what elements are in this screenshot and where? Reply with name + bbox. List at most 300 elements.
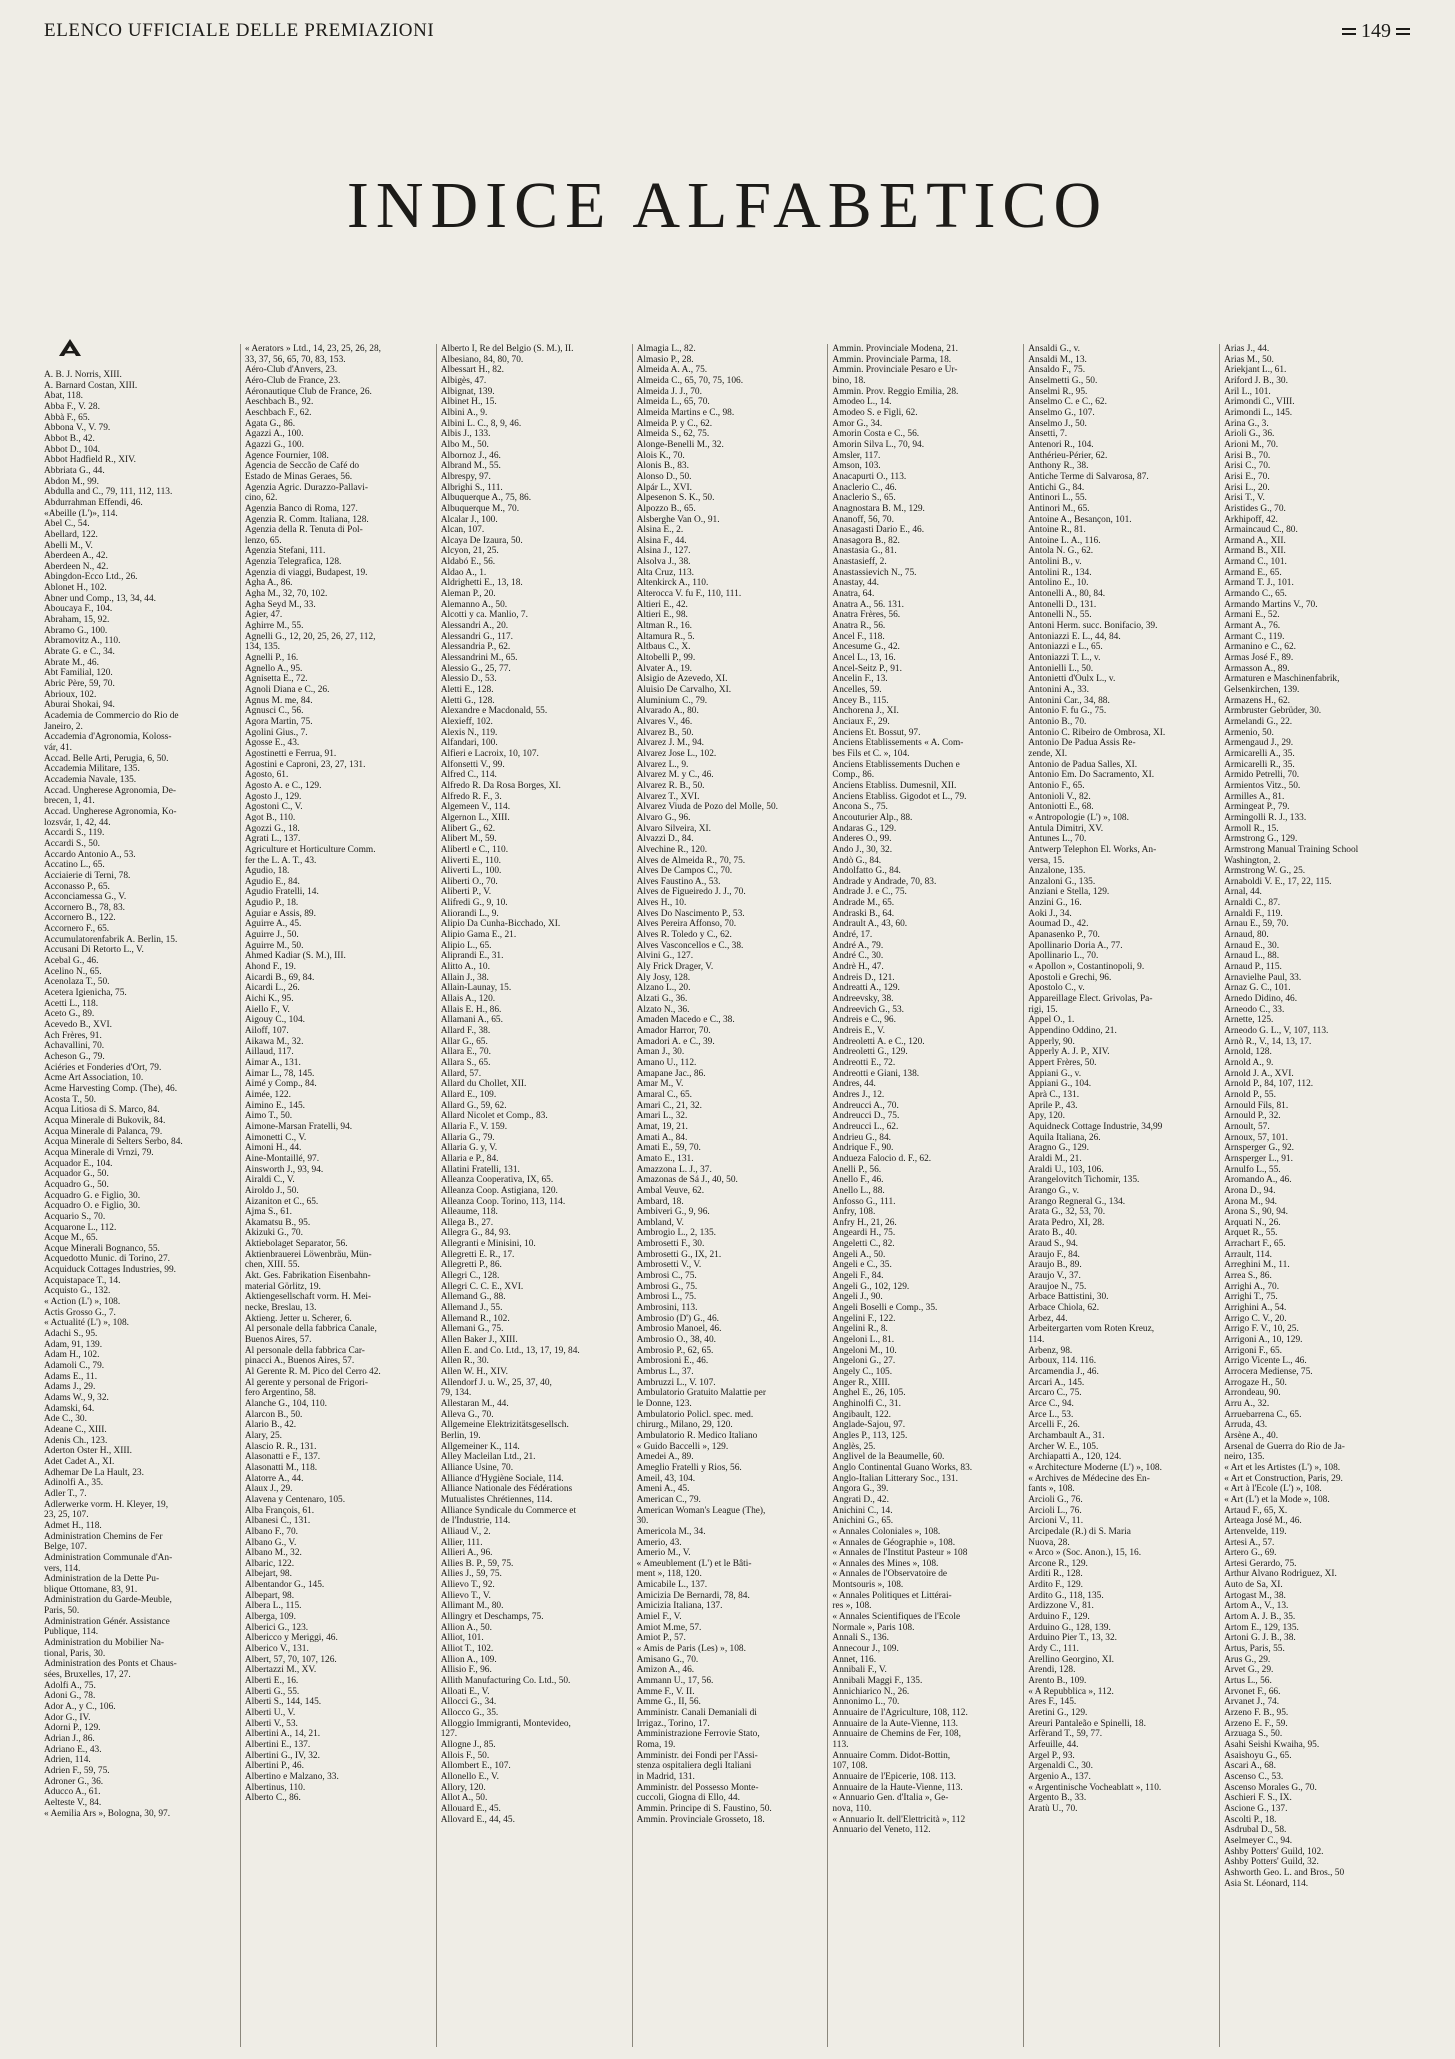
index-entry: Argel P., 93. [1028, 1750, 1075, 1761]
index-entry: Abrioux, 102. [44, 689, 97, 700]
index-entry: Achavallini, 70. [44, 1041, 105, 1052]
index-entry: Alessio G., 25, 77. [440, 663, 511, 674]
index-entry: Arbenz, 98. [1028, 1345, 1073, 1356]
index-entry: Agudio P., 18. [244, 898, 299, 909]
index-entry: Alibert G., 62. [440, 823, 496, 834]
index-entry: Aimo T., 50. [244, 1111, 293, 1122]
index-entry: Arrogaze H., 50. [1224, 1377, 1287, 1388]
index-entry: Anciens Et. Bossut, 97. [832, 727, 921, 738]
index-entry: Akizuki G., 70. [244, 1228, 303, 1239]
index-entry: Aichi K., 95. [244, 994, 294, 1005]
index-entry: Ammin. Provinciale Modena, 21. [832, 344, 958, 354]
index-entry: « Annales des Mines », 108. [832, 1558, 939, 1569]
index-entry: Acquarone L., 112. [44, 1222, 117, 1233]
index-entry: Administration Communale d'An- [44, 1552, 173, 1563]
index-entry: Antonini A., 33. [1028, 685, 1089, 695]
index-entry: Ansaldo F., 75. [1028, 365, 1086, 376]
index-entry: Arcipedale (R.) di S. Maria [1028, 1526, 1131, 1537]
index-entry: Angeli e C., 35. [832, 1260, 892, 1271]
index-entry: Acevedo B., XVI. [44, 1020, 112, 1031]
index-entry: sées, Bruxelles, 17, 27. [44, 1670, 131, 1681]
index-entry: Annuaire de l'Epicerie, 108. 113. [832, 1771, 956, 1782]
index-entry: Armani E., 52. [1224, 610, 1280, 621]
index-column [240, 344, 436, 2047]
index-entry: Alsina J., 127. [636, 546, 691, 557]
index-entry: Accardo Antonio A., 53. [44, 849, 136, 860]
index-entry: Allais E. H., 86. [440, 1004, 502, 1015]
index-entry: Ameni A., 45. [636, 1484, 690, 1495]
index-entry: Abbot Hadfield R., XIV. [44, 455, 137, 466]
index-entry: Altieri E., 98. [636, 610, 688, 621]
index-entry: Ambulatorio Gratuito Malattie per [636, 1388, 766, 1399]
index-entry: Ach Frères, 91. [44, 1030, 102, 1041]
index-entry: Angeli A., 50. [832, 1249, 886, 1260]
index-entry: Aschieri F. S., IX. [1224, 1793, 1292, 1804]
index-entry: Amiot P., 57. [636, 1633, 686, 1644]
index-entry: Arrighini A., 54. [1224, 1303, 1287, 1314]
index-entry: blique Ottomane, 83, 91. [44, 1584, 138, 1595]
index-entry: Agosto A. e C., 129. [244, 780, 322, 791]
index-entry: Acquario S., 70. [44, 1211, 106, 1222]
index-entry: Alliance Usine, 70. [440, 1462, 514, 1473]
index-entry: 127. [440, 1729, 458, 1740]
index-entry: Adoni G., 78. [44, 1691, 96, 1702]
index-entry: Albano G., V. [244, 1537, 297, 1548]
index-entry: Acqua Minerale di Selters Serbo, 84. [44, 1137, 183, 1148]
index-entry: Alavena y Centenaro, 105. [244, 1494, 346, 1505]
index-entry: Acque M., 65. [44, 1233, 98, 1244]
index-entry: Alvazzi D., 84. [636, 834, 694, 845]
index-entry: « Art et Construction, Paris, 29. [1224, 1473, 1343, 1484]
index-entry: Ancouturier Alp., 88. [832, 812, 913, 823]
index-entry: « Aerators » Ltd., 14, 23, 25, 26, 28, [244, 344, 382, 354]
index-entry: Altbaus C., X. [636, 642, 691, 653]
index-entry: Amme F., V. II. [636, 1686, 695, 1697]
index-entry: Apanasenko P., 70. [1028, 930, 1100, 941]
index-entry: Alcyon, 21, 25. [440, 546, 499, 557]
index-entry: Abramo G., 100. [44, 625, 108, 636]
index-entry: Annuario del Veneto, 112. [832, 1825, 931, 1836]
index-entry: Arcaro C., 75. [1028, 1388, 1082, 1399]
index-entry: Arioli G., 36. [1224, 429, 1275, 440]
index-entry: Allard Nicolet et Comp., 83. [440, 1111, 548, 1122]
index-entry: Allory, 120. [440, 1782, 486, 1793]
index-entry: Albanesi C., 131. [244, 1516, 311, 1527]
index-entry: Angeli G., 102, 129. [832, 1281, 910, 1292]
index-entry: Asaishoyu G., 65. [1224, 1750, 1292, 1761]
index-entry: Aleman P., 20. [440, 589, 496, 600]
index-entry: Abba F., V. 28. [44, 401, 100, 412]
index-entry: Arisi C., 70. [1224, 461, 1271, 472]
index-entry: Armando Martins V., 70. [1224, 599, 1318, 610]
index-entry: Allaria F., V. 159. [440, 1121, 508, 1132]
index-entry: Arnette, 125. [1224, 1015, 1274, 1026]
index-entry: Anfry H., 21, 26. [832, 1217, 897, 1228]
index-entry: Andò G., 84. [832, 855, 882, 866]
index-entry: Alberto C., 86. [244, 1793, 301, 1804]
index-entry: « Art (L') et la Mode », 108. [1224, 1494, 1330, 1505]
index-entry: Agenzia Stefani, 111. [244, 546, 326, 557]
index-entry: Alberici G., 123. [244, 1622, 309, 1633]
index-entry: Antonio Em. Do Sacramento, XI. [1028, 770, 1155, 781]
index-entry: Berlin, 19. [440, 1430, 481, 1441]
index-entry: Anichini C., 14. [832, 1505, 893, 1516]
index-entry: Andueza Falocio d. F., 62. [832, 1153, 932, 1164]
index-entry: Armoll R., 15. [1224, 823, 1279, 834]
index-entry: Agosse E., 43. [244, 738, 300, 749]
index-entry: Arona D., 94. [1224, 1185, 1276, 1196]
index-entry: Irrigaz., Torino, 17. [636, 1718, 710, 1729]
index-entry: Argenaldi C., 30. [1028, 1761, 1093, 1772]
index-entry: Ancelin F., 13. [832, 674, 888, 685]
index-entry: Abingdon-Ecco Ltd., 26. [44, 572, 138, 583]
index-entry: Arthur Alvano Rodriguez, XI. [1224, 1569, 1337, 1580]
index-column [1023, 344, 1219, 2047]
index-entry: Armanino e C., 62. [1224, 642, 1297, 653]
index-entry: Montsouris », 108. [832, 1580, 904, 1591]
index-entry: Armand B., XII. [1224, 546, 1286, 557]
index-entry: Annet, 116. [832, 1654, 877, 1665]
index-entry: Mutualistes Chrétiennes, 114. [440, 1494, 553, 1505]
index-entry: Asia St. Léonard, 114. [1224, 1878, 1309, 1889]
index-entry: Allen Baker J., XIII. [440, 1335, 518, 1346]
index-entry: Arona M., 94. [1224, 1196, 1277, 1207]
index-entry: Acheson G., 79. [44, 1052, 105, 1062]
index-entry: Accademia Militare, 135. [44, 764, 140, 775]
index-column [44, 344, 240, 2047]
index-entry: Publique, 114. [44, 1627, 99, 1638]
index-entry: Albo M., 50. [440, 439, 489, 450]
index-entry: Alberti V., 53. [244, 1718, 298, 1729]
index-entry: Abner und Comp., 13, 34, 44. [44, 593, 156, 604]
index-entry: Alberga, 109. [244, 1612, 296, 1623]
index-entry: Al Gerente R. M. Pico del Cerro 42. [244, 1367, 381, 1377]
index-entry: Arkhipoff, 42. [1224, 514, 1278, 525]
index-entry: Acquedotto Munic. di Torino, 27. [44, 1254, 170, 1265]
index-entry: Angeardi H., 75. [832, 1228, 896, 1239]
index-entry: Aburai Shokai, 94. [44, 700, 115, 711]
index-entry: Aimée, 122. [244, 1089, 291, 1100]
index-entry: « Ameublement (L') et le Bâti- [636, 1558, 752, 1569]
index-entry: Aldao A., 1. [440, 567, 487, 578]
index-entry: Acquador G., 50. [44, 1169, 109, 1180]
index-entry: Adamski, 64. [44, 1403, 95, 1414]
index-entry: Arango Regneral G., 134. [1028, 1196, 1126, 1207]
index-entry: Aquidneck Cottage Industrie, 34,99 [1028, 1121, 1163, 1132]
index-entry: Arellino Georgino, XI. [1028, 1654, 1115, 1665]
index-entry: Acelino N., 65. [44, 966, 102, 977]
index-entry: Andreotti e Giani, 138. [832, 1068, 920, 1079]
index-entry: Adenis Ch., 123. [44, 1435, 108, 1446]
index-entry: Aktiengesellschaft vorm. H. Mei- [244, 1292, 372, 1303]
index-entry: Ardito G., 118, 135. [1028, 1590, 1104, 1601]
index-entry: Annibali Maggi F., 135. [832, 1676, 923, 1687]
index-entry: Adler T., 7. [44, 1488, 87, 1499]
index-entry: Andreis e C., 96. [832, 1015, 896, 1026]
index-entry: Angles P., 113, 125. [832, 1430, 908, 1441]
index-entry: Agosto J., 129. [244, 791, 302, 802]
index-entry: Anatra Frères, 56. [832, 610, 901, 621]
index-entry: Agora Martin, 75. [244, 716, 313, 727]
index-entry: Accardi S., 50. [44, 838, 100, 849]
index-entry: Arimondi C., VIII. [1224, 397, 1295, 408]
index-entry: Arnaud L., 88. [1224, 951, 1280, 962]
index-entry: Arreghini M., 11. [1224, 1260, 1290, 1271]
index-entry: Agudio E., 84. [244, 876, 300, 887]
index-entry: Alanche G., 104, 110. [244, 1398, 328, 1409]
index-entry: Allith Manufacturing Co. Ltd., 50. [440, 1676, 571, 1687]
index-entry: lozsvár, 1, 42, 44. [44, 817, 111, 828]
index-entry: chirurg., Milano, 29, 120. [636, 1420, 733, 1431]
index-entry: Altamura R., 5. [636, 631, 695, 642]
index-entry: Albini L. C., 8, 9, 46. [440, 418, 522, 429]
index-entry: Aimar L., 78, 145. [244, 1068, 315, 1079]
index-entry: Antolini R., 134. [1028, 567, 1092, 578]
index-entry: Arnold P., 55. [1224, 1089, 1276, 1100]
index-entry: Agostini e Caproni, 23, 27, 131. [244, 759, 366, 770]
index-entry: Alibertl e C., 110. [440, 844, 509, 855]
index-entry: Allega B., 27. [440, 1217, 494, 1228]
index-entry: Allestaran M., 44. [440, 1398, 509, 1409]
index-entry: Agozzi G., 18. [244, 823, 300, 834]
index-entry: Acosta T., 50. [44, 1094, 96, 1105]
index-entry: Aducco A., 61. [44, 1787, 101, 1798]
index-entry: Allombert E., 107. [440, 1761, 511, 1772]
index-entry: Armazens H., 62. [1224, 695, 1291, 706]
index-entry: Acebal G., 46. [44, 956, 99, 967]
index-entry: Allen R., 30. [440, 1356, 489, 1367]
index-entry: « Aemilia Ars », Bologna, 30, 97. [44, 1808, 171, 1819]
index-entry: Arisi T., V. [1224, 493, 1265, 504]
index-entry: Aboucaya F., 104. [44, 604, 113, 615]
index-entry: Abdon M., 99. [44, 476, 99, 487]
index-entry: Angelini F., 122. [832, 1313, 896, 1324]
index-entry: Arnold, 128. [1224, 1047, 1272, 1058]
index-entry: Armilles A., 81. [1224, 791, 1285, 802]
index-entry: Alatorre A., 44. [244, 1473, 304, 1484]
index-entry: Alvarez Jose L., 102. [636, 748, 717, 759]
index-entry: Alberico V., 131. [244, 1644, 309, 1655]
index-entry: Artenvelde, 119. [1224, 1526, 1287, 1537]
index-entry: Andres J., 12. [832, 1089, 885, 1100]
index-entry: Annuaire de Chemins de Fer, 108, [832, 1729, 961, 1740]
index-entry: Agha Seyd M., 33. [244, 599, 316, 610]
index-entry: Anghinolfi C., 31. [832, 1398, 901, 1409]
index-entry: Abbot D., 104. [44, 444, 100, 455]
index-entry: Academia de Commercio do Rio de [44, 711, 179, 721]
index-entry: Andreoletti A. e C., 120. [832, 1036, 925, 1047]
index-entry: Ambrosio O., 38, 40. [636, 1335, 716, 1346]
index-entry: Ares F., 145. [1028, 1697, 1077, 1708]
index-entry: Argenio A., 137. [1028, 1771, 1091, 1782]
index-entry: Allard F., 38. [440, 1026, 491, 1036]
index-entry: Albaric, 122. [244, 1558, 295, 1569]
index-entry: Alpár L., XVI. [636, 482, 693, 493]
index-entry: « Art à l'Ecole (L') », 108. [1224, 1484, 1322, 1495]
index-entry: Andrade M., 65. [832, 898, 895, 909]
index-entry: Arnaldi C., 87. [1224, 898, 1281, 909]
index-entry: Agnisetta E., 72. [244, 674, 308, 685]
index-entry: Ariekjant L., 61. [1224, 365, 1287, 376]
index-entry: Anello F., 46. [832, 1175, 884, 1186]
index-entry: cuccoli, Giogna di Ello, 44. [636, 1793, 740, 1804]
index-entry: stenza ospitaliera degli Italiani [636, 1761, 752, 1772]
index-entry: Arru A., 32. [1224, 1398, 1270, 1409]
index-entry: Alessandria P., 62. [440, 642, 511, 653]
index-entry: Armientos Vitz., 50. [1224, 780, 1301, 791]
index-entry: Alliance Syndicale du Commerce et [440, 1505, 577, 1516]
index-entry: Aéro-Club de France, 23. [244, 375, 341, 386]
index-entry: « Architecture Moderne (L') », 108. [1028, 1462, 1162, 1473]
index-entry: Alsberghe Van O., 91. [636, 514, 720, 525]
index-entry: Alaux J., 29. [244, 1484, 293, 1495]
index-entry: Amaral C., 65. [636, 1089, 693, 1100]
index-entry: Andolfatto G., 84. [832, 866, 901, 877]
index-entry: Anatra A., 56. 131. [832, 599, 905, 610]
index-entry: Amor G., 34. [832, 418, 883, 429]
index-entry: Alessio D., 53. [440, 674, 497, 685]
index-entry: Accornero B., 122. [44, 913, 116, 924]
index-entry: le Donne, 123. [636, 1398, 692, 1409]
index-entry: Armaincaud C., 80. [1224, 525, 1298, 536]
index-entry: Adrien F., 59, 75. [44, 1765, 110, 1776]
index-entry: Alvarez M. y C., 46. [636, 770, 714, 781]
index-entry: Ascenso Morales G., 70. [1224, 1782, 1317, 1793]
index-entry: Allegretti E. R., 17. [440, 1249, 515, 1260]
index-entry: Alario B., 42. [244, 1420, 297, 1431]
index-entry: Almeida C., 65, 70, 75, 106. [636, 375, 744, 386]
index-entry: Albertazzi M., XV. [244, 1665, 317, 1676]
index-entry: Amazzona L. J., 37. [636, 1164, 712, 1175]
index-entry: Abric Père, 59, 70. [44, 679, 115, 690]
index-entry: Arrigo F. V., 10, 25. [1224, 1324, 1299, 1335]
index-entry: Acme Harvesting Comp. (The), 46. [44, 1083, 178, 1094]
index-entry: Antolino E., 10. [1028, 578, 1089, 589]
index-entry: « Argentinische Vocheablatt », 110. [1028, 1782, 1162, 1793]
index-entry: Alvares V., 46. [636, 716, 693, 727]
index-entry: Albert, 57, 70, 107, 126. [244, 1654, 337, 1665]
index-entry: Allara S., 65. [440, 1057, 491, 1068]
index-entry: Arfeuille, 44. [1028, 1739, 1079, 1750]
index-entry: Aimone-Marsan Fratelli, 94. [244, 1121, 353, 1132]
index-entry: Antwerp Telephon El. Works, An- [1028, 844, 1157, 855]
index-entry: Ambrosioni E., 46. [636, 1356, 709, 1367]
index-entry: Roma, 19. [636, 1739, 676, 1750]
index-entry: Alvarez R. B., 50. [636, 780, 705, 791]
index-entry: Acetera Igienicha, 75. [44, 988, 127, 999]
index-entry: Allard E., 109. [440, 1089, 497, 1100]
index-entry: Armand T. J., 101. [1224, 578, 1294, 589]
index-entry: Alsina F., 44. [636, 535, 687, 546]
index-entry: Arbeitergarten vom Roten Kreuz, [1028, 1324, 1155, 1335]
index-entry: Administration Génér. Assistance [44, 1616, 170, 1627]
index-entry: Ascenso C., 53. [1224, 1771, 1284, 1782]
index-entry: « Annales Scientifiques de l'Ecole [832, 1612, 961, 1623]
index-entry: Artus, Paris, 55. [1224, 1644, 1285, 1655]
index-entry: Ambrosetti V., V. [636, 1260, 702, 1271]
index-entry: Arrault, 114. [1224, 1249, 1272, 1260]
index-entry: Appiani G., v. [1028, 1068, 1082, 1079]
index-entry: André, 17. [832, 930, 873, 941]
index-entry: Arnaud P., 115. [1224, 962, 1282, 973]
index-entry: Anciaux F., 29. [832, 716, 890, 727]
index-entry: Agence Fournier, 108. [244, 450, 329, 461]
index-entry: Allgemeiner K., 114. [440, 1441, 520, 1452]
index-entry: Antinori M., 65. [1028, 503, 1090, 514]
index-entry: Allegri C., 128. [440, 1271, 500, 1282]
index-entry: Agudio, 18. [244, 866, 290, 877]
index-entry: Albuquerque M., 70. [440, 503, 520, 514]
index-entry: pinacci A., Buenos Aires, 57. [244, 1356, 355, 1367]
index-entry: Alpozzo B., 65. [636, 503, 696, 514]
index-entry: Arbez, 44. [1028, 1313, 1068, 1324]
index-entry: Administration Chemins de Fer [44, 1531, 163, 1542]
index-entry: Alves Vasconcellos e C., 38. [636, 940, 744, 951]
index-entry: Allard G., 59, 62. [440, 1100, 507, 1111]
index-entry: Abbona V., V. 79. [44, 423, 111, 434]
index-entry: Ancel F., 118. [832, 631, 885, 642]
index-entry: « Annales Coloniales », 108. [832, 1526, 941, 1537]
index-entry: Aman J., 30. [636, 1047, 685, 1058]
index-entry: Arce L., 53. [1028, 1409, 1074, 1420]
index-entry: Andreucci A., 70. [832, 1100, 899, 1111]
index-entry: « Actualité (L') », 108. [44, 1318, 130, 1329]
index-entry: Anfry, 108. [832, 1207, 876, 1218]
index-entry: Agenzia Telegrafica, 128. [244, 557, 342, 568]
index-entry: Paris, 50. [44, 1606, 80, 1617]
index-entry: Amat, 19, 21. [636, 1121, 688, 1132]
index-entry: Ambrosio Manoel, 46. [636, 1324, 722, 1335]
index-entry: Antonioli V., 82. [1028, 791, 1091, 802]
index-entry: Allard, 57. [440, 1068, 482, 1079]
index-entry: Aristides G., 70. [1224, 503, 1286, 514]
index-entry: Ajma S., 61. [244, 1207, 292, 1218]
index-entry: Alpesenon S. K., 50. [636, 493, 715, 504]
index-entry: Agostinetti e Ferrua, 91. [244, 748, 337, 759]
index-entry: Albertini P., 46. [244, 1761, 304, 1772]
index-entry: Almeida Martins e C., 98. [636, 407, 735, 418]
index-entry: Alliance Nationale des Fédérations [440, 1484, 573, 1495]
index-entry: Appiani G., 104. [1028, 1079, 1092, 1090]
index-entry: Adams J., 29. [44, 1382, 96, 1393]
index-entry: Arcioni V., 11. [1028, 1516, 1084, 1527]
index-entry: Amministr. dei Fondi per l'Assi- [636, 1750, 758, 1761]
index-entry: Artesi Gerardo, 75. [1224, 1558, 1297, 1569]
index-entry: Aimé y Comp., 84. [244, 1079, 317, 1090]
index-entry: Anghel E., 26, 105. [832, 1388, 906, 1399]
index-entry: Ahmed Kadiar (S. M.), III. [244, 951, 346, 962]
index-entry: Aderton Oster H., XIII. [44, 1446, 132, 1457]
index-entry: Armido Petrelli, 70. [1224, 770, 1300, 781]
index-entry: Ambrosi C., 75. [636, 1271, 697, 1282]
index-entry: Alterocca V. fu F., 110, 111. [636, 589, 742, 600]
index-entry: Abellard, 122. [44, 529, 98, 540]
index-entry: Aluisio De Carvalho, XI. [636, 685, 732, 695]
index-entry: Arnedo Didino, 46. [1224, 994, 1298, 1005]
index-entry: Alvarez B., 50. [636, 727, 694, 738]
index-entry: Admet H., 118. [44, 1520, 102, 1531]
index-entry: Alliot T., 102. [440, 1644, 494, 1655]
index-entry: Alessandrini M., 65. [440, 653, 518, 664]
index-entry: Alascio R. R., 131. [244, 1441, 317, 1452]
index-entry: Aizaniton et C., 65. [244, 1196, 319, 1207]
index-entry: Alvarez L., 9. [636, 759, 689, 770]
index-entry: Arnaud, 80. [1224, 930, 1269, 941]
index-entry: Annuaire de la Haute-Vienne, 113. [832, 1782, 963, 1793]
index-entry: Asahi Seishi Kwaiha, 95. [1224, 1739, 1320, 1750]
index-entry: Armingolli R. J., 133. [1224, 812, 1307, 823]
index-entry: Alsina E., 2. [636, 525, 684, 536]
